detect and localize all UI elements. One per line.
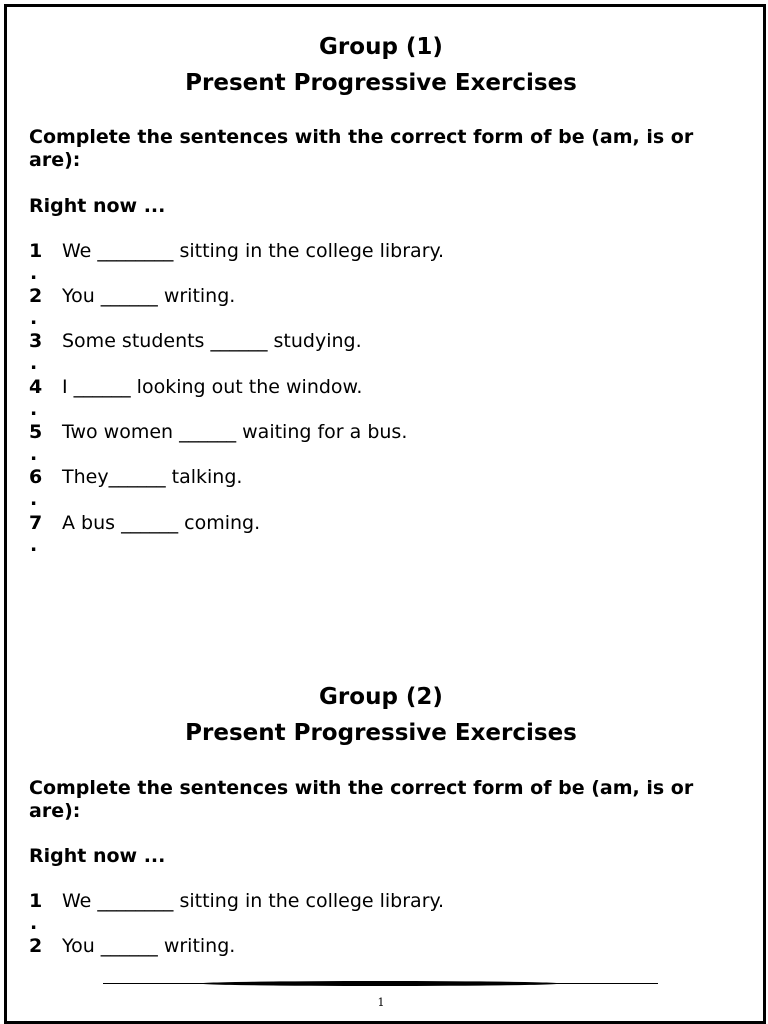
- group-1-item-7-number: 7: [29, 512, 43, 534]
- group-1-item-1-dot: .: [30, 262, 38, 284]
- page-number: 1: [377, 996, 385, 1009]
- group-1-item-2-text: You ______ writing.: [62, 285, 236, 307]
- group-1-item-5-number: 5: [29, 421, 43, 443]
- group-2-item-2-text: You ______ writing.: [62, 935, 236, 957]
- group-2-instruction: Complete the sentences with the correct form of be (am, is or are):: [29, 777, 694, 822]
- group-1-item-4-text: I ______ looking out the window.: [62, 376, 363, 398]
- group-1-item-4-number: 4: [29, 376, 43, 398]
- group-2-title: Present Progressive Exercises: [185, 720, 577, 746]
- footer-divider-ornament: [200, 981, 560, 986]
- group-1-item-3-number: 3: [29, 330, 43, 352]
- group-1-item-6-text: They______ talking.: [62, 466, 243, 488]
- group-1-item-7-dot: .: [30, 534, 38, 556]
- group-1-prompt: Right now ...: [29, 195, 166, 217]
- group-1-item-2-dot: .: [30, 307, 38, 329]
- group-2-item-1-number: 1: [29, 890, 43, 912]
- group-1-item-6-number: 6: [29, 466, 43, 488]
- group-1-item-2-number: 2: [29, 285, 43, 307]
- group-1-instruction: Complete the sentences with the correct form of be (am, is or are):: [29, 126, 694, 171]
- group-1-item-1-number: 1: [29, 240, 43, 262]
- group-2-item-1-text: We ________ sitting in the college library.: [62, 890, 445, 912]
- group-1-item-4-dot: .: [30, 398, 38, 420]
- group-2-heading: Group (2): [319, 684, 443, 710]
- group-1-item-3-dot: .: [30, 352, 38, 374]
- group-1-item-5-text: Two women ______ waiting for a bus.: [62, 421, 408, 443]
- group-1-item-6-dot: .: [30, 488, 38, 510]
- group-1-item-3-text: Some students ______ studying.: [62, 330, 362, 352]
- group-1-item-7-text: A bus ______ coming.: [62, 512, 261, 534]
- group-2-prompt: Right now ...: [29, 845, 166, 867]
- group-1-item-5-dot: .: [30, 443, 38, 465]
- group-2-item-1-dot: .: [30, 912, 38, 934]
- group-1-item-1-text: We ________ sitting in the college library.: [62, 240, 445, 262]
- group-2-item-2-number: 2: [29, 935, 43, 957]
- group-1-heading: Group (1): [319, 34, 443, 60]
- group-1-title: Present Progressive Exercises: [185, 70, 577, 96]
